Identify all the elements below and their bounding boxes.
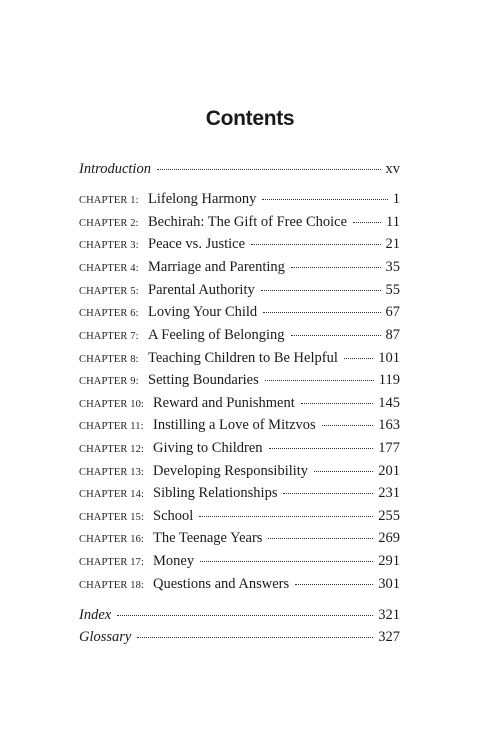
dot-leader [117, 614, 373, 616]
chapter-title: Lifelong Harmony [148, 191, 257, 207]
chapter-label: CHAPTER 17: [79, 557, 144, 568]
chapter-label: CHAPTER 16: [79, 534, 144, 545]
entry-page: 301 [378, 576, 400, 592]
dot-leader [137, 636, 373, 638]
chapter-title: Teaching Children to Be Helpful [148, 350, 338, 366]
entry-page: 255 [378, 508, 400, 524]
dot-leader [199, 515, 373, 517]
dot-leader [344, 357, 373, 359]
toc-entry-chapter[interactable] [79, 485, 400, 505]
chapter-title: The Teenage Years [153, 530, 263, 546]
toc-entry-chapter[interactable] [79, 259, 400, 279]
chapter-title: Giving to Children [153, 440, 263, 456]
entry-page: 55 [385, 282, 400, 298]
toc-entry-chapter[interactable] [79, 576, 400, 596]
chapter-title: Developing Responsibility [153, 463, 309, 479]
toc-entry-chapter[interactable] [79, 508, 400, 528]
chapter-label: CHAPTER 18: [79, 580, 144, 591]
entry-page: 119 [378, 372, 400, 388]
toc-entry-introduction[interactable] [79, 161, 400, 181]
toc-entry-chapter[interactable] [79, 327, 400, 347]
chapter-label: CHAPTER 10: [79, 399, 144, 410]
chapter-label: CHAPTER 14: [79, 489, 144, 500]
dot-leader [251, 243, 380, 245]
entry-title: Index [79, 607, 112, 623]
toc-entry-chapter[interactable] [79, 372, 400, 392]
dot-leader [353, 221, 381, 223]
toc-entry-chapter[interactable] [79, 463, 400, 483]
entry-page: 87 [385, 327, 400, 343]
toc-entry-chapter[interactable] [79, 440, 400, 460]
entry-page: 1 [392, 191, 400, 207]
dot-leader [291, 334, 381, 336]
entry-page: 35 [385, 259, 400, 275]
dot-leader [314, 470, 373, 472]
chapter-label: CHAPTER 12: [79, 444, 144, 455]
dot-leader [261, 289, 381, 291]
entry-page: 269 [378, 530, 400, 546]
chapter-label: CHAPTER 2: [79, 218, 139, 229]
chapter-title: Reward and Punishment [153, 395, 295, 411]
toc-entry-chapter[interactable] [79, 395, 400, 415]
chapter-title: Marriage and Parenting [148, 259, 285, 275]
dot-leader [295, 583, 373, 585]
toc-entry-chapter[interactable] [79, 236, 400, 256]
chapter-title: Parental Authority [148, 282, 255, 298]
entry-page: 67 [385, 304, 400, 320]
chapter-label: CHAPTER 15: [79, 512, 144, 523]
dot-leader [291, 266, 381, 268]
dot-leader [269, 447, 374, 449]
entry-page: 177 [378, 440, 400, 456]
toc-entry-chapter[interactable] [79, 530, 400, 550]
chapter-title: Bechirah: The Gift of Free Choice [148, 214, 348, 230]
entry-page: 201 [378, 463, 400, 479]
entry-page: 11 [386, 214, 400, 230]
page-title: Contents [205, 107, 295, 130]
chapter-title: A Feeling of Belonging [148, 327, 285, 343]
chapter-title: Money [153, 553, 195, 569]
chapter-title: Instilling a Love of Mitzvos [153, 417, 316, 433]
entry-page: 321 [378, 607, 400, 623]
dot-leader [268, 537, 373, 539]
chapter-label: CHAPTER 9: [79, 376, 139, 387]
toc-entry-chapter[interactable] [79, 417, 400, 437]
chapter-label: CHAPTER 4: [79, 263, 139, 274]
entry-page: 231 [378, 485, 400, 501]
dot-leader [265, 379, 374, 381]
chapter-label: CHAPTER 7: [79, 331, 139, 342]
entry-page: 145 [378, 395, 400, 411]
toc-entry-glossary[interactable] [79, 629, 400, 649]
chapter-title: Loving Your Child [148, 304, 258, 320]
chapter-label: CHAPTER 5: [79, 286, 139, 297]
toc-entry-chapter[interactable] [79, 214, 400, 234]
entry-page: 291 [378, 553, 400, 569]
dot-leader [200, 560, 373, 562]
chapter-label: CHAPTER 6: [79, 308, 139, 319]
entry-page: xv [385, 161, 400, 177]
toc-entry-chapter[interactable] [79, 282, 400, 302]
toc-entry-chapter[interactable] [79, 350, 400, 370]
entry-page: 163 [378, 417, 400, 433]
toc-entry-chapter[interactable] [79, 304, 400, 324]
entry-page: 327 [378, 629, 400, 645]
chapter-label: CHAPTER 13: [79, 467, 144, 478]
chapter-title: Peace vs. Justice [148, 236, 246, 252]
dot-leader [283, 492, 373, 494]
chapter-label: CHAPTER 8: [79, 354, 139, 365]
toc-entry-chapter[interactable] [79, 553, 400, 573]
chapter-label: CHAPTER 3: [79, 240, 139, 251]
chapter-title: School [153, 508, 194, 524]
chapter-title: Setting Boundaries [148, 372, 259, 388]
dot-leader [262, 198, 387, 200]
chapter-title: Questions and Answers [153, 576, 290, 592]
chapter-label: CHAPTER 1: [79, 195, 139, 206]
entry-page: 21 [385, 236, 400, 252]
dot-leader [322, 424, 374, 426]
dot-leader [301, 402, 373, 404]
toc-entry-chapter[interactable] [79, 191, 400, 211]
entry-title: Introduction [79, 161, 151, 177]
entry-title: Glossary [79, 629, 132, 645]
toc-entry-index[interactable] [79, 607, 400, 627]
dot-leader [157, 168, 381, 170]
dot-leader [263, 311, 380, 313]
chapter-title: Sibling Relationships [153, 485, 278, 501]
entry-page: 101 [378, 350, 400, 366]
chapter-label: CHAPTER 11: [79, 421, 144, 432]
